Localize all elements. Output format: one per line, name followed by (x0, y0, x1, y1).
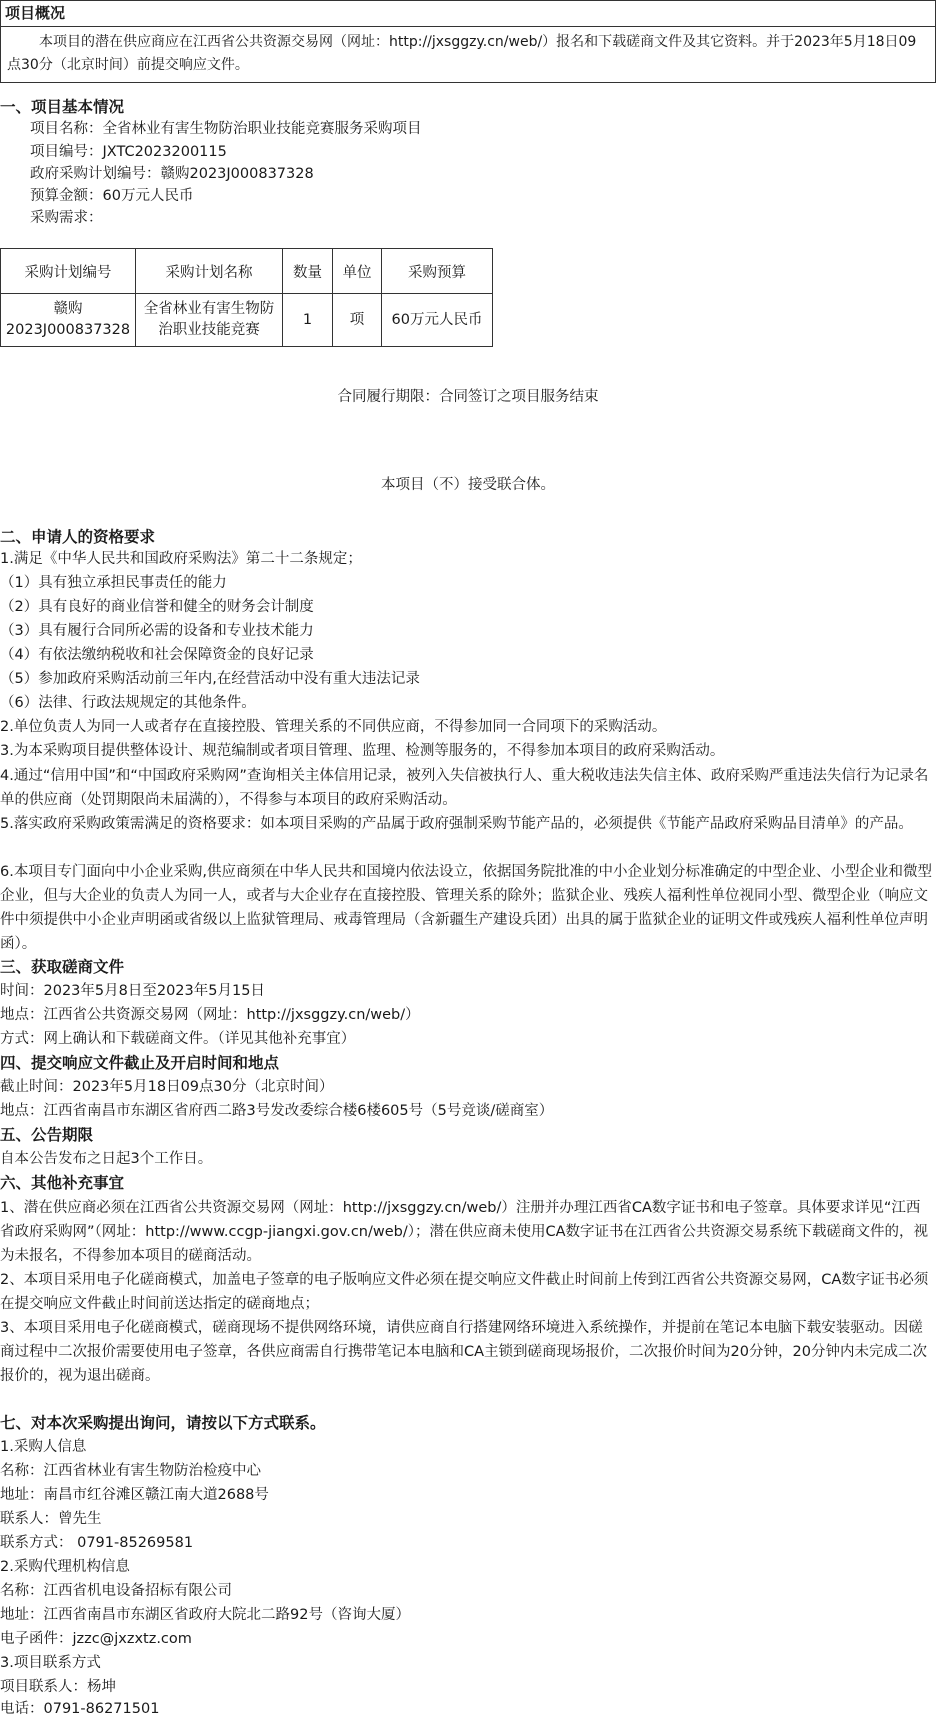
table-header: 采购计划编号 (1, 249, 136, 294)
purchaser-address: 地址：南昌市红谷滩区赣江南大道2688号 (0, 1487, 269, 1503)
purchaser-phone: 联系方式： 0791-85269581 (0, 1535, 194, 1551)
table-header: 采购预算 (382, 249, 493, 294)
table-header-row (1, 249, 493, 294)
overview-text: 本项目的潜在供应商应在江西省公共资源交易网（网址：http://jxsggzy.cn/web/）报名和下载磋商文件及其它资料。并于2023年5月18日09点30分（北京时间）前提交响应文件。 (7, 34, 917, 73)
qualification-item: 1.满足《中华人民共和国政府采购法》第二十二条规定； (0, 551, 362, 567)
table-cell: 全省林业有害生物防治职业技能竞赛 (136, 294, 283, 347)
section6-heading: 六、其他补充事宜 (0, 1174, 125, 1192)
qualification-item: （1）具有独立承担民事责任的能力 (0, 575, 227, 591)
qualification-item: 3.为本采购项目提供整体设计、规范编制或者项目管理、监理、检测等服务的，不得参加本项目的政府采购活动。 (0, 743, 725, 759)
project-overview-box (0, 0, 936, 83)
agency-name: 名称：江西省机电设备招标有限公司 (0, 1583, 232, 1599)
table-header: 数量 (283, 249, 333, 294)
contract-period: 合同履行期限：合同签订之项目服务结束 (337, 389, 599, 405)
acquire-method: 方式：网上确认和下载磋商文件。（详见其他补充事宜） (0, 1031, 356, 1047)
project-number: 项目编号：JXTC2023200115 (30, 144, 227, 160)
section2-heading: 二、申请人的资格要求 (0, 528, 156, 546)
section7-heading: 七、对本次采购提出询问，请按以下方式联系。 (0, 1414, 326, 1432)
supplementary-item-2: 2、本项目采用电子化磋商模式，加盖电子签章的电子版响应文件必须在提交响应文件截止时间前上传到江西省公共资源交易网，CA数字证书必须在提交响应文件截止时间前送达指定的磋商地点； (0, 1272, 929, 1312)
qualification-item-6: 6.本项目专门面向中小企业采购,供应商须在中华人民共和国境内依法设立，依据国务院批准的中小企业划分标准确定的中型企业、小型企业和微型企业，但与大企业的负责人为同一人，或者与大企业存在直接控股、管理关系的除外；监狱企业、残疾人福利性单位视同小型、微型企业（响应文件中须提供中小企业声明函或省级以上监狱管理局、戒毒管理局（含新疆生产建设兵团）出具的属于监狱企业的证明文件或残疾人福利性单位声明函）。 (0, 864, 932, 952)
table-row (1, 294, 493, 347)
qualification-item: （2）具有良好的商业信誉和健全的财务会计制度 (0, 599, 314, 615)
purchaser-contact: 联系人：曾先生 (0, 1511, 102, 1527)
table-cell: 60万元人民币 (382, 294, 493, 347)
agency-email: 电子函件：jzzc@jxzxtz.com (0, 1631, 192, 1647)
qualification-item: （6）法律、行政法规规定的其他条件。 (0, 695, 256, 711)
consortium-note: 本项目（不）接受联合体。 (381, 477, 555, 493)
section1-heading: 一、项目基本情况 (0, 98, 125, 116)
notice-period: 自本公告发布之日起3个工作日。 (0, 1151, 213, 1167)
agency-address: 地址：江西省南昌市东湖区省政府大院北二路92号（咨询大厦） (0, 1607, 410, 1623)
submission-deadline: 截止时间：2023年5月18日09点30分（北京时间） (0, 1079, 334, 1095)
table-header: 单位 (333, 249, 382, 294)
table-cell: 赣购2023J000837328 (1, 294, 136, 347)
qualification-item-4: 4.通过“信用中国”和“中国政府采购网”查询相关主体信用记录，被列入失信被执行人、重大税收违法失信主体、政府采购严重违法失信行为记录名单的供应商（处罚期限尚未届满的），不得参与本项目的政府采购活动。 (0, 768, 929, 808)
table-cell: 项 (333, 294, 382, 347)
qualification-item-5: 5.落实政府采购政策需满足的资格要求：如本项目采购的产品属于政府强制采购节能产品的，必须提供《节能产品政府采购品目清单》的产品。 (0, 816, 913, 832)
contact-phone: 电话：0791-86271501 (0, 1701, 160, 1717)
acquire-time: 时间：2023年5月8日至2023年5月15日 (0, 983, 265, 999)
submission-place: 地点：江西省南昌市东湖区省府西二路3号发改委综合楼6楼605号（5号竞谈/磋商室） (0, 1103, 554, 1119)
overview-title: 项目概况 (1, 1, 935, 27)
qualification-item: 2.单位负责人为同一人或者存在直接控股、管理关系的不同供应商，不得参加同一合同项下的采购活动。 (0, 719, 667, 735)
purchaser-title: 1.采购人信息 (0, 1439, 87, 1455)
qualification-item: （4）有依法缴纳税收和社会保障资金的良好记录 (0, 647, 314, 663)
supplementary-item-3: 3、本项目采用电子化磋商模式，磋商现场不提供网络环境，请供应商自行搭建网络环境进入系统操作，并提前在笔记本电脑下载安装驱动。因磋商过程中二次报价需要使用电子签章，各供应商需自行携带笔记本电脑和CA主锁到磋商现场报价，二次报价时间为20分钟，20分钟内未完成二次报价的，视为退出磋商。 (0, 1320, 927, 1384)
purchaser-name: 名称：江西省林业有害生物防治检疫中心 (0, 1463, 261, 1479)
contact-person: 项目联系人：杨坤 (0, 1679, 116, 1695)
budget-amount: 预算金额：60万元人民币 (30, 188, 194, 204)
agency-title: 2.采购代理机构信息 (0, 1559, 130, 1575)
section4-heading: 四、提交响应文件截止及开启时间和地点 (0, 1054, 280, 1072)
section3-heading: 三、获取磋商文件 (0, 958, 125, 976)
contact-title: 3.项目联系方式 (0, 1655, 101, 1671)
table-header: 采购计划名称 (136, 249, 283, 294)
section5-heading: 五、公告期限 (0, 1126, 94, 1144)
project-name: 项目名称：全省林业有害生物防治职业技能竞赛服务采购项目 (30, 121, 422, 137)
acquire-place: 地点：江西省公共资源交易网（网址：http://jxsggzy.cn/web/） (0, 1007, 420, 1023)
table-cell: 1 (283, 294, 333, 347)
qualification-item: （5）参加政府采购活动前三年内,在经营活动中没有重大违法记录 (0, 671, 420, 687)
qualification-item: （3）具有履行合同所必需的设备和专业技术能力 (0, 623, 314, 639)
procurement-table (0, 248, 493, 347)
demand-label: 采购需求： (30, 210, 103, 226)
plan-number: 政府采购计划编号：赣购2023J000837328 (30, 166, 314, 182)
supplementary-item-1: 1、潜在供应商必须在江西省公共资源交易网（网址：http://jxsggzy.cn/web/）注册并办理江西省CA数字证书和电子签章。具体要求详见“江西省政府采购网”（网址：http://www.ccgp-jiangxi.gov.cn/web/）；潜在供应商未使用CA数字证书在江西省公共资源交易系统下载磋商文件的，视为未报名，不得参加本项目的磋商活动。 (0, 1200, 929, 1264)
